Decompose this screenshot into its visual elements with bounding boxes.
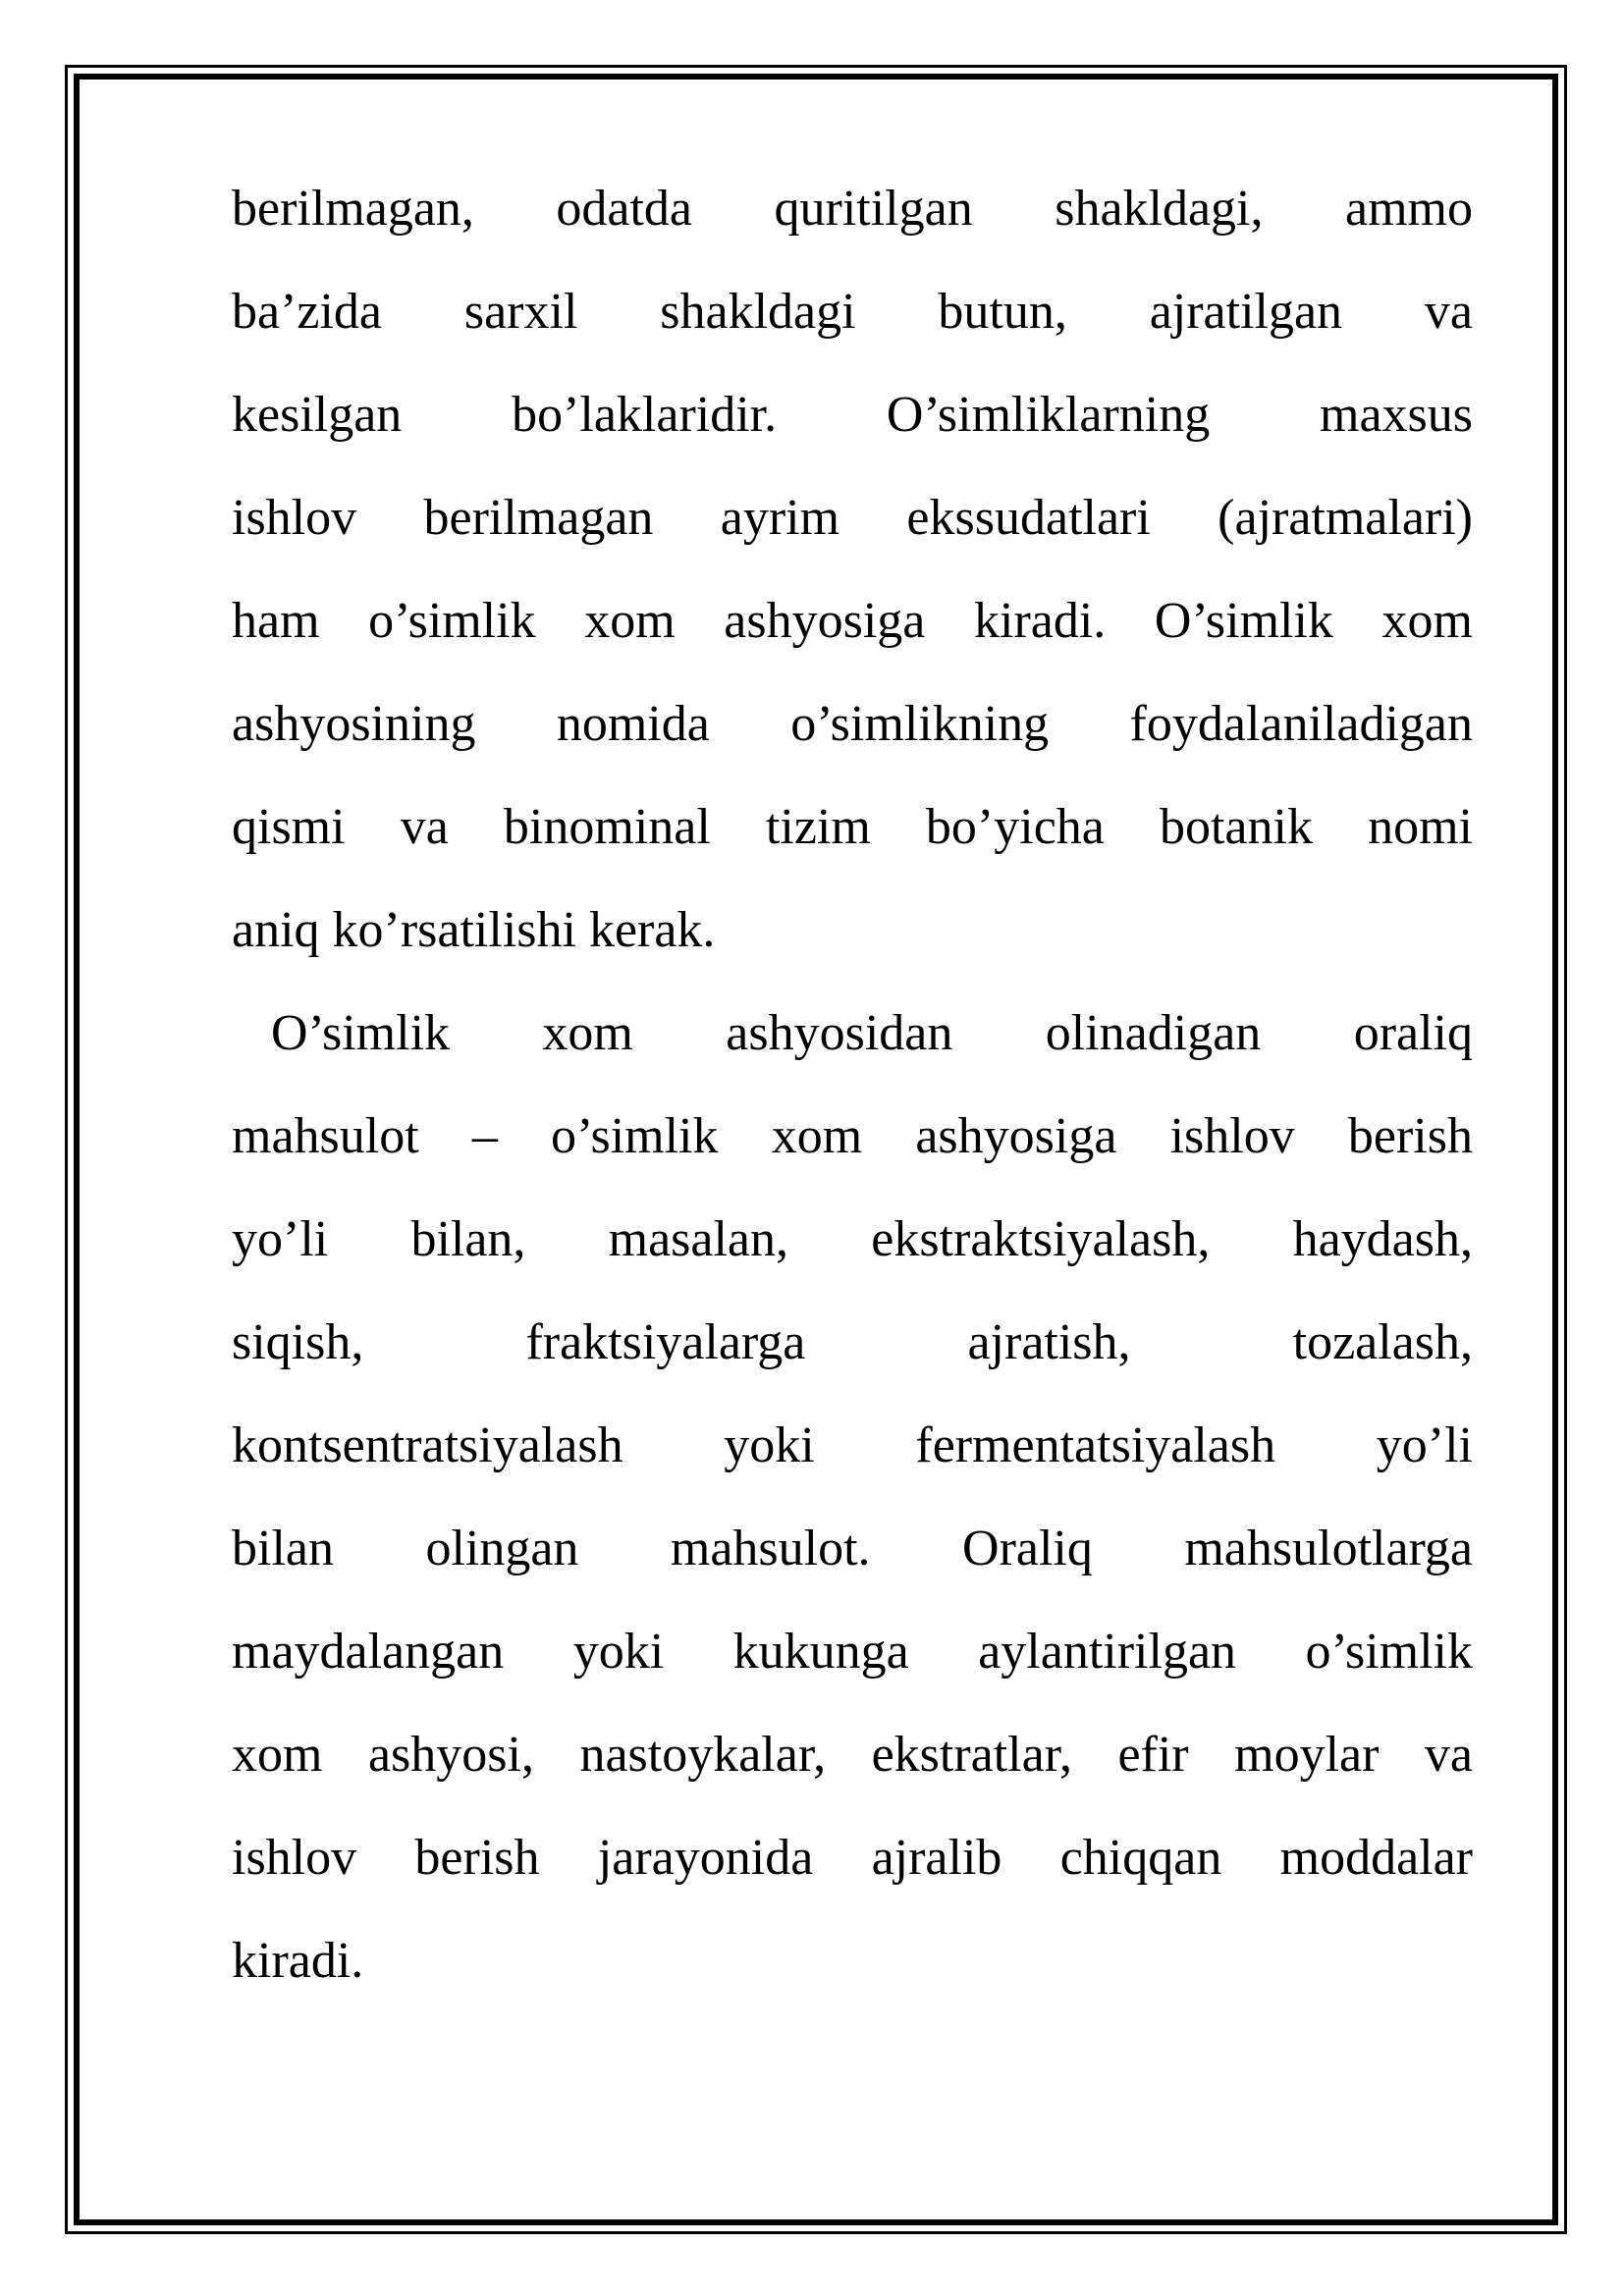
text-line: ham o’simlik xom ashyosiga kiradi. O’simlik xom [232, 593, 1473, 649]
text-line: kesilgan bo’laklaridir. O’simliklarning maxsus [232, 387, 1473, 443]
text-line: aniq ko’rsatilishi kerak. [232, 902, 716, 958]
text-line: xom ashyosi, nastoykalar, ekstratlar, efir moylar va [232, 1727, 1473, 1783]
text-line: mahsulot – o’simlik xom ashyosiga ishlov berish [232, 1108, 1473, 1164]
text-line: yo’li bilan, masalan, ekstraktsiyalash, haydash, [232, 1211, 1473, 1267]
text-line: ashyosining nomida o’simlikning foydalaniladigan [232, 696, 1473, 752]
text-line: bilan olingan mahsulot. Oraliq mahsulotlarga [232, 1521, 1473, 1576]
text-line: ishlov berilmagan ayrim ekssudatlari (ajratmalari) [232, 490, 1473, 546]
text-line: maydalangan yoki kukunga aylantirilgan o’simlik [232, 1624, 1473, 1680]
text-line: qismi va binominal tizim bo’yicha botanik nomi [232, 799, 1473, 855]
text-line: siqish, fraktsiyalarga ajratish, tozalash, [232, 1314, 1473, 1370]
paragraph-1 [232, 157, 1473, 982]
text-line: kiradi. [232, 1933, 364, 1989]
text-line: ba’zida sarxil shakldagi butun, ajratilgan va [232, 284, 1473, 340]
paragraph-2 [232, 982, 1473, 2012]
document-body [232, 157, 1473, 2012]
text-line: ishlov berish jarayonida ajralib chiqqan moddalar [232, 1830, 1473, 1886]
text-line: berilmagan, odatda quritilgan shakldagi, ammo [232, 181, 1473, 237]
text-line: kontsentratsiyalash yoki fermentatsiyalash yo’li [232, 1417, 1473, 1473]
text-line: O’simlik xom ashyosidan olinadigan oraliq [271, 1005, 1473, 1061]
